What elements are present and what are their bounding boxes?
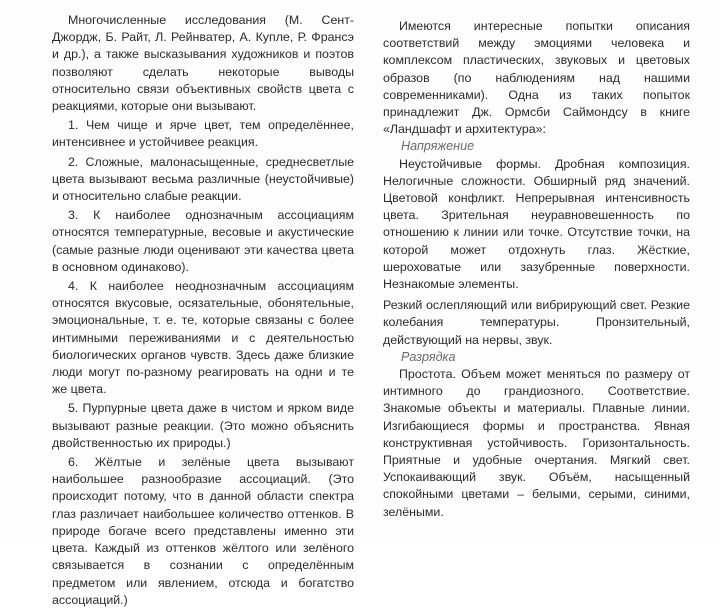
list-item-6: 6. Жёлтые и зелёные цвета вызывают наибольшее разнообразие ассоциаций. (Это происходит потому, что в данной области спектра глаз различает наибольшее количество оттенков. В природе богаче всего представлены именно эти цвета. Каждый из оттенков жёлтого или зелёного связывается в сознании с определённым предметом или явлением, отсюда и богатство ассоциаций.) [52, 455, 354, 607]
list-item-2: 2. Сложные, малонасыщенные, среднесветлые цвета вызывают весьма различные (неустойчивые) и относительно слабые реакции. [52, 154, 354, 204]
left-column [52, 12, 354, 609]
list-item-3: 3. К наиболее однозначным ассоциациям относятся температурные, весовые и акустические (самые разные люди оценивают эти качества цвета в основном одинаково). [52, 208, 354, 274]
section-heading-release: Разрядка [401, 349, 456, 364]
release-text: Простота. Объем может меняться по размеру от интимного до грандиозного. Соответствие. Знакомые объекты и материалы. Плавные линии. Изгибающиеся формы и пространства. Явная конструктивная устойчивость. Горизонтальность. Приятные и удобные очертания. Мягкий свет. Успокаивающий звук. Объём, насыщенный спокойными цветами – белыми, серыми, синими, зелёными. [383, 367, 690, 519]
tension-text-a: Неустойчивые формы. Дробная композиция. Нелогичные сложности. Обширный ряд значений. Цветовой конфликт. Непрерывная интенсивность цвета. Зрительная неуравновешенность по отношению к линии или точке. Отсутствие точки, на которой может отдохнуть глаз. Жёсткие, шероховатые или зазубренные поверхности. Незнакомые элементы. [383, 156, 690, 292]
list-item-4: 4. К наиболее неоднозначным ассоциациям относятся вкусовые, осязательные, обонятельные, эмоциональные, т. е. те, которые связаны с более интимными переживаниями и с деятельностью биологических органов чувств. Здесь даже близкие люди могут по-разному реагировать на одни и те же цвета. [52, 279, 354, 397]
tension-text-b: Резкий ослепляющий или вибрирующий свет. Резкие колебания температуры. Пронзительный, действующий на нервы, звук. [383, 298, 690, 347]
list-item-1: 1. Чем чище и ярче цвет, тем определённее, интенсивнее и устойчивее реакция. [52, 118, 354, 150]
section-heading-tension: Напряжение [401, 139, 475, 154]
left-intro-paragraph: Многочисленные исследования (М. Сент-Джордж, Б. Райт, Л. Рейнватер, А. Купле, Р. Франсэ и др.), а также высказывания художников и поэтов позволяют сделать некоторые выводы относительно связи объективных свойств цвета с реакциями, которые они вызывают. [52, 13, 354, 114]
right-column [383, 18, 690, 521]
right-intro-paragraph: Имеются интересные попытки описания соответствий между эмоциями человека и комплексом пластических, звуковых и цветовых образов (по наблюдениям над нашими современниками). Одна из таких попыток принадлежит Дж. Ормсби Саймондсу в книге «Ландшафт и архитектура»: [383, 19, 690, 137]
list-item-5: 5. Пурпурные цвета даже в чистом и ярком виде вызывают разные реакции. (Это можно объяснить двойственностью их природы.) [52, 401, 354, 450]
